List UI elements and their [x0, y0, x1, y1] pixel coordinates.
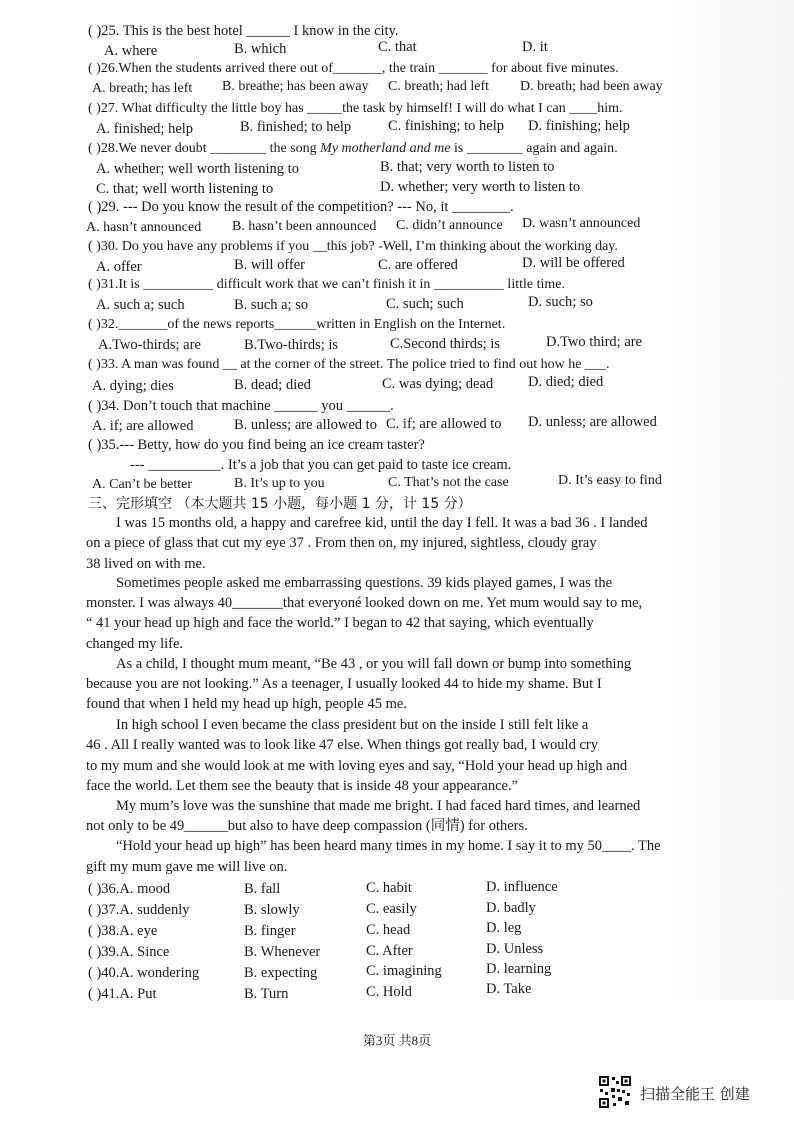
q30-option-a: A. offer — [96, 259, 142, 275]
q38-option-d: D. leg — [486, 920, 522, 936]
q31-option-c: C. such; such — [386, 296, 464, 312]
q39-option-a: ( )39.A. Since — [88, 944, 170, 960]
question-27-stem: ( )27. What difficulty the little boy has _____the task by himself! I will do what I can ____him. — [88, 101, 623, 116]
q35-option-d: D. It’s easy to find — [558, 473, 662, 488]
q25-option-c: C. that — [378, 39, 417, 55]
question-26-stem: ( )26.When the students arrived there out of_______, the train _______ for about five minutes. — [88, 61, 619, 76]
question-28-stem — [88, 140, 618, 158]
q31-option-d: D. such; so — [528, 294, 593, 310]
q39-option-c: C. After — [366, 943, 413, 959]
passage-line: face the world. Let them see the beauty that is inside 48 your appearance.” — [86, 778, 519, 794]
q31-option-b: B. such a; so — [234, 297, 309, 313]
q33-option-b: B. dead; died — [234, 377, 311, 393]
q29-option-b: B. hasn’t been announced — [232, 219, 377, 234]
passage-line: Sometimes people asked me embarrassing questions. 39 kids played games, I was the — [116, 575, 613, 591]
q35-option-a: A. Can’t be better — [92, 477, 193, 492]
q26-option-c: C. breath; had left — [388, 79, 490, 94]
passage-line: gift my mum gave me will live on. — [86, 859, 288, 875]
passage-line: not only to be 49______but also to have deep compassion (同情) for others. — [86, 818, 528, 834]
section-3-title: 三、完形填空 （本大题共 15 小题，每小题 1 分，计 15 分） — [88, 496, 472, 512]
q30-option-d: D. will be offered — [522, 255, 625, 271]
q32-option-b: B.Two-thirds; is — [244, 337, 339, 353]
q41-option-d: D. Take — [486, 981, 532, 997]
q28-option-c: C. that; well worth listening to — [96, 181, 274, 197]
question-30-stem: ( )30. Do you have any problems if you __this job? -Well, I’m thinking about the working day. — [88, 239, 618, 254]
question-32-stem: ( )32._______of the news reports______written in English on the Internet. — [88, 317, 506, 332]
q32-option-c: C.Second thirds; is — [390, 336, 500, 352]
q25-option-b: B. which — [234, 41, 287, 57]
q28-song-title: My motherland and me — [320, 141, 451, 156]
q36-option-a: ( )36.A. mood — [88, 881, 171, 897]
passage-line: “ 41 your head up high and face the world.” I began to 42 that saying, which eventually — [86, 615, 594, 631]
q28-stem-part2: is ________ again and again. — [450, 141, 618, 156]
q34-option-c: C. if; are allowed to — [386, 416, 502, 432]
passage-line: on a piece of glass that cut my eye 37 . From then on, my injured, sightless, cloudy gray — [86, 535, 597, 551]
passage-line: found that when I held my head up high, people 45 me. — [86, 696, 407, 712]
q26-option-b: B. breathe; has been away — [222, 79, 369, 94]
q28-stem-part1: ( )28.We never doubt ________ the song — [88, 141, 321, 156]
q34-option-a: A. if; are allowed — [92, 418, 194, 434]
q35-option-b: B. It’s up to you — [234, 476, 325, 491]
scanner-brand-label: 扫描全能王 创建 — [640, 1085, 750, 1103]
q38-option-a: ( )38.A. eye — [88, 923, 158, 939]
question-29-stem: ( )29. --- Do you know the result of the competition? --- No, it ________. — [88, 199, 514, 215]
passage-line: 38 lived on with me. — [86, 556, 206, 572]
passage-line: “Hold your head up high” has been heard many times in my home. I say it to my 50____. The — [116, 838, 661, 854]
q41-option-b: B. Turn — [244, 986, 289, 1002]
q25-option-d: D. it — [522, 39, 548, 55]
question-35-reply: --- __________. It’s a job that you can get paid to taste ice cream. — [130, 457, 512, 473]
q36-option-b: B. fall — [244, 881, 281, 897]
passage-line: to my mum and she would look at me with loving eyes and say, “Hold your head up high and — [86, 758, 628, 774]
q38-option-c: C. head — [366, 922, 411, 938]
q37-option-a: ( )37.A. suddenly — [88, 902, 190, 918]
question-35-stem: ( )35.--- Betty, how do you find being an ice cream taster? — [88, 437, 425, 453]
q31-option-a: A. such a; such — [96, 297, 185, 313]
q29-option-a: A. hasn’t announced — [86, 220, 202, 235]
q33-option-c: C. was dying; dead — [382, 376, 494, 392]
q32-option-a: A.Two-thirds; are — [98, 337, 201, 353]
q40-option-b: B. expecting — [244, 965, 318, 981]
q33-option-a: A. dying; dies — [92, 378, 174, 394]
passage-line: In high school I even became the class president but on the inside I still felt like a — [116, 717, 589, 733]
q27-option-d: D. finishing; help — [528, 118, 630, 134]
q41-option-c: C. Hold — [366, 984, 412, 1000]
q39-option-d: D. Unless — [486, 941, 544, 957]
q28-option-b: B. that; very worth to listen to — [380, 159, 555, 175]
q27-option-b: B. finished; to help — [240, 119, 352, 135]
passage-line: As a child, I thought mum meant, “Be 43 , or you will fall down or bump into something — [116, 656, 632, 672]
q37-option-c: C. easily — [366, 901, 417, 917]
q27-option-c: C. finishing; to help — [388, 118, 504, 134]
q26-option-a: A. breath; has left — [92, 81, 193, 96]
q29-option-c: C. didn’t announce — [396, 218, 503, 233]
q26-option-d: D. breath; had been away — [520, 79, 663, 94]
q33-option-d: D. died; died — [528, 374, 604, 390]
passage-line: changed my life. — [86, 636, 184, 652]
q27-option-a: A. finished; help — [96, 121, 194, 137]
q28-option-a: A. whether; well worth listening to — [96, 161, 299, 177]
q32-option-d: D.Two third; are — [546, 334, 643, 350]
q41-option-a: ( )41.A. Put — [88, 986, 157, 1002]
q40-option-d: D. learning — [486, 961, 552, 977]
q34-option-d: D. unless; are allowed — [528, 414, 657, 430]
q34-option-b: B. unless; are allowed to — [234, 417, 377, 433]
q37-option-b: B. slowly — [244, 902, 300, 918]
q40-option-a: ( )40.A. wondering — [88, 965, 200, 981]
question-34-stem: ( )34. Don’t touch that machine ______ you ______. — [88, 398, 394, 414]
passage-line: monster. I was always 40_______that everyoné looked down on me. Yet mum would say to me, — [86, 595, 643, 611]
question-31-stem: ( )31.It is __________ difficult work that we can’t finish it in __________ little time. — [88, 277, 565, 292]
passage-line: because you are not looking.” As a teenager, I usually looked 44 to hide my shame. But I — [86, 676, 602, 692]
qr-code-icon — [598, 1075, 632, 1109]
q30-option-c: C. are offered — [378, 257, 458, 273]
q28-option-d: D. whether; very worth to listen to — [380, 179, 581, 195]
passage-line: 46 . All I really wanted was to look like 47 else. When things got really bad, I would cry — [86, 737, 598, 753]
page-number: 第3页 共8页 — [362, 1033, 432, 1048]
q38-option-b: B. finger — [244, 923, 296, 939]
question-33-stem: ( )33. A man was found __ at the corner of the street. The police tried to find out how he ___. — [88, 357, 610, 372]
q40-option-c: C. imagining — [366, 963, 442, 979]
q36-option-d: D. influence — [486, 879, 558, 895]
passage-line: I was 15 months old, a happy and carefree kid, until the day I fell. It was a bad 36 . I landed — [116, 515, 648, 531]
q37-option-d: D. badly — [486, 900, 536, 916]
scan-shadow — [664, 0, 794, 1000]
q30-option-b: B. will offer — [234, 257, 306, 273]
q29-option-d: D. wasn’t announced — [522, 216, 641, 231]
q25-option-a: A. where — [104, 43, 158, 59]
passage-line: My mum’s love was the sunshine that made me bright. I had faced hard times, and learned — [116, 798, 641, 814]
question-25-stem: ( )25. This is the best hotel ______ I know in the city. — [88, 23, 399, 39]
q35-option-c: C. That’s not the case — [388, 475, 509, 490]
q39-option-b: B. Whenever — [244, 944, 321, 960]
q36-option-c: C. habit — [366, 880, 412, 896]
